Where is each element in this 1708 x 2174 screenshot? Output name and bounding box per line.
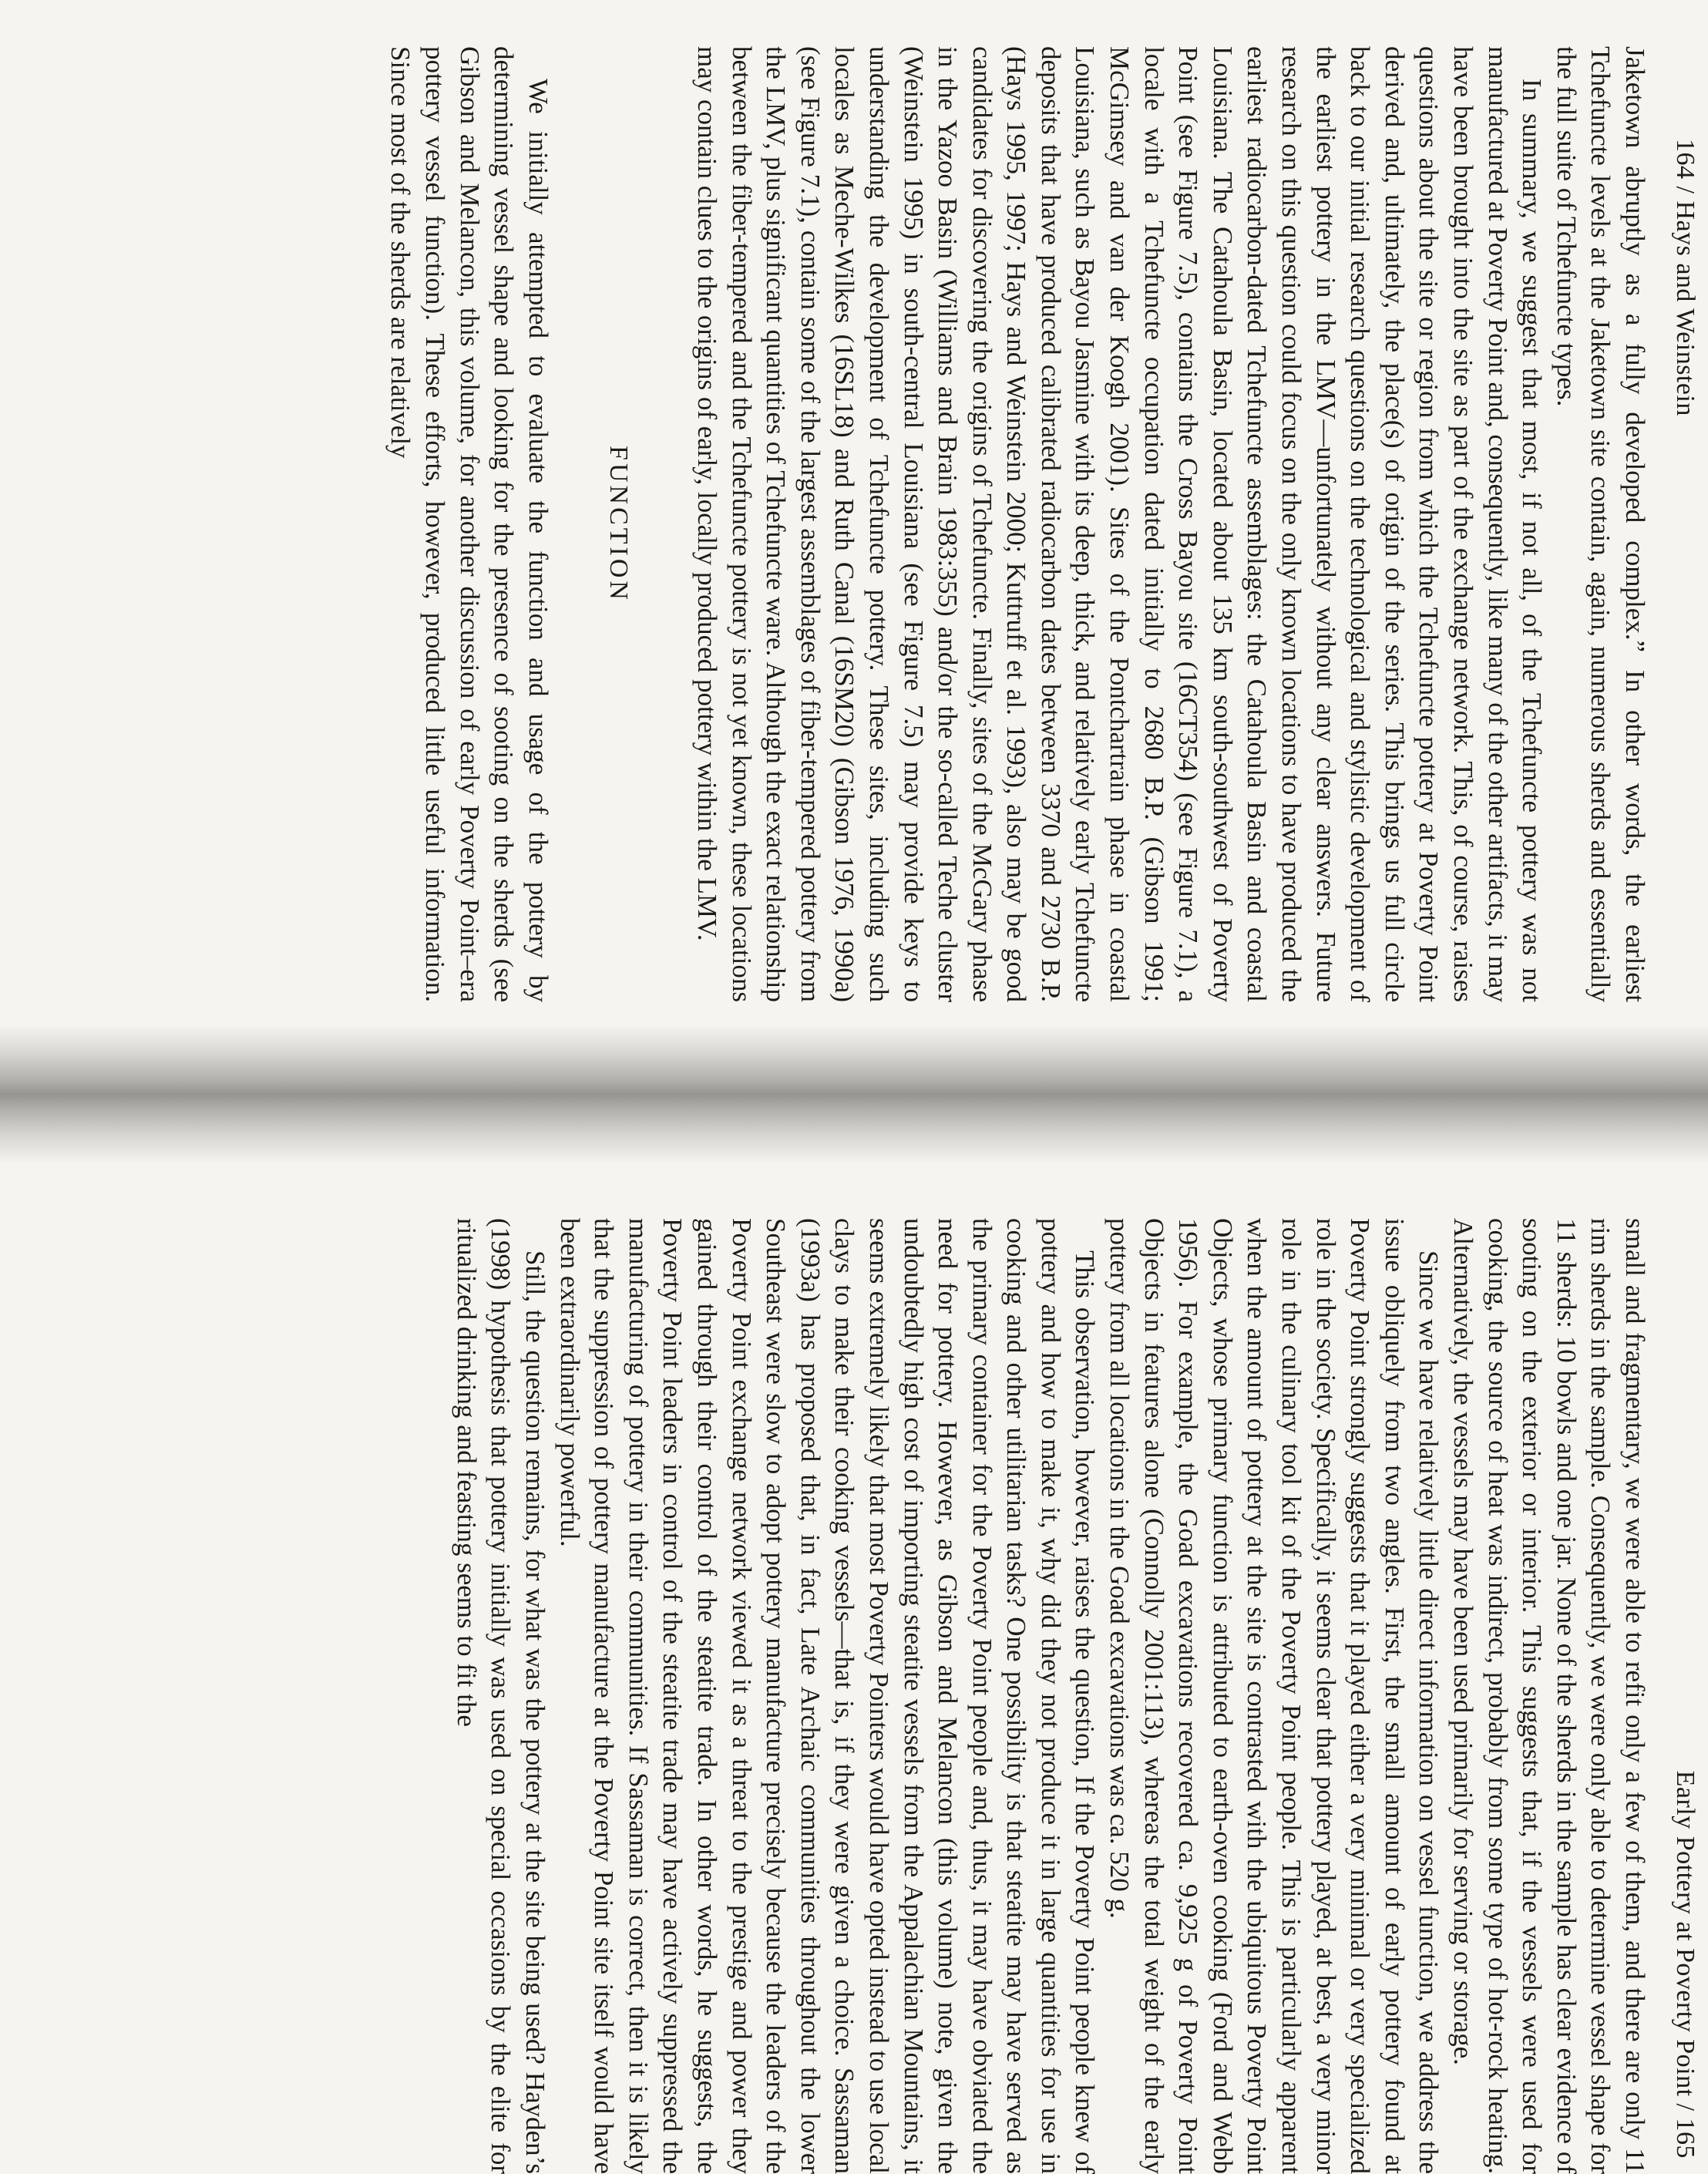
section-heading-function: FUNCTION <box>604 446 634 603</box>
right-paragraph-2: Since we have relatively little direct information on vessel function, we address the issue obliquely from two angles. First, the small amount of early pottery found at Poverty Point strongly suggests that it played either a very minimal or very specialized role in the society. Specifically, it seems clear that pottery played, at best, a very minor role in the culinary tool kit of the Poverty Point people. This is particularly apparent when the amount of pottery at the site is contrasted with the ubiquitous Poverty Point Objects, whose primary function is attributed to earth-oven cooking (Ford and Webb 1956). For example, the Goad excavations recovered ca. 9,925 g of Poverty Point Objects in features alone (Connolly 2001:113), whereas the total weight of the early pottery from all locations in the Goad excavations was ca. 520 g. <box>1104 1218 1444 2174</box>
right-paragraph-3: This observation, however, raises the question, If the Poverty Point people knew of pottery and how to make it, why did they not produce it in large quantities for use in cooking and other utilitarian tasks? One possibility is that steatite may have served as the primary container for the Poverty Point people and, thus, it may have obviated the need for pottery. However, as Gibson and Melancon (this volume) note, given the undoubtedly high cost of importing steatite vessels from the Appalachian Mountains, it seems extremely likely that most Poverty Pointers would have opted instead to use local clays to make their cooking vessels—that is, if they were given a choice. Sassaman (1993a) has proposed that, in fact, Late Archaic communities throughout the lower Southeast were slow to adopt pottery manufacture precisely because the leaders of the Poverty Point exchange network viewed it as a threat to the prestige and power they gained through their control of the steatite trade. In other words, he suggests, the Poverty Point leaders in control of the steatite trade may have actively suppressed the manufacturing of pottery in their communities. If Sassaman is correct, then it is likely that the suppression of pottery manufacture at the Poverty Point site itself would have been extraordinarily powerful. <box>554 1218 1101 2174</box>
right-page <box>235 1218 1700 2174</box>
right-page-body <box>449 1218 1652 2174</box>
right-running-head: Early Pottery at Poverty Point / 165 <box>1671 1770 1700 2159</box>
left-page-body <box>383 46 1652 1002</box>
left-paragraph-2: In summary, we suggest that most, if not all, of the Tchefuncte pottery was not manufactured at Poverty Point and, consequently, like many of the other artifacts, it may have been brought into the site as part of the exchange network. This, of course, raises questions about the site or region from which the Tchefuncte pottery at Poverty Point derived and, ultimately, the place(s) of origin of the series. This brings us full circle back to our initial research questions on the technological and stylistic development of the earliest pottery in the LMV—unfortunately without any clear answers. Future research on this question could focus on the only known locations to have produced the earliest radiocarbon-dated Tchefuncte assemblages: the Catahoula Basin and coastal Louisiana. The Catahoula Basin, located about 135 km south-southwest of Poverty Point (see Figure 7.5), contains the Cross Bayou site (16CT354) (see Figure 7.1), a locale with a Tchefuncte occupation dated initially to 2680 B.P. (Gibson 1991; McGimsey and van der Koogh 2001). Sites of the Pontchartrain phase in coastal Louisiana, such as Bayou Jasmine with its deep, thick, and relatively early Tchefuncte deposits that have produced calibrated radiocarbon dates between 3370 and 2730 B.P. (Hays 1995, 1997; Hays and Weinstein 2000; Kuttruff et al. 1993), also may be good candidates for discovering the origins of Tchefuncte. Finally, sites of the McGary phase in the Yazoo Basin (Williams and Brain 1983:355) and/or the so-called Teche cluster (Weinstein 1995) in south-central Louisiana (see Figure 7.5) may provide keys to understanding the development of Tchefuncte pottery. These sites, including such locales as Meche-Wilkes (16SL18) and Ruth Canal (16SM20) (Gibson 1976, 1990a) (see Figure 7.1), contain some of the largest assemblages of fiber-tempered pottery from the LMV, plus significant quantities of Tchefuncte ware. Although the exact relationship between the fiber-tempered and the Tchefuncte pottery is not yet known, these locations may contain clues to the origins of early, locally produced pottery within the LMV. <box>691 46 1548 1002</box>
left-paragraph-1: Jaketown abruptly as a fully developed complex.” In other words, the earliest Tchefuncte levels at the Jaketown site contain, again, numerous sherds and essentially the full suite of Tchefuncte types. <box>1551 46 1650 1002</box>
left-paragraph-3: We initially attempted to evaluate the function and usage of the pottery by determining vessel shape and looking for the presence of sooting on the sherds (see Gibson and Melancon, this volume, for another discussion of early Poverty Point–era pottery vessel function). These efforts, however, produced little useful information. Since most of the sherds are relatively <box>385 46 553 1002</box>
left-page <box>235 46 1700 1002</box>
book-gutter <box>0 1025 1708 1164</box>
right-paragraph-1: small and fragmentary, we were able to refit only a few of them, and there are only 11 rim sherds in the sample. Consequently, we were only able to determine vessel shape for 11 sherds: 10 bowls and one jar. None of the sherds in the sample has clear evidence of sooting on the exterior or interior. This suggests that, if the vessels were used for cooking, the source of heat was indirect, probably from some type of hot-rock heating. Alternatively, the vessels may have been used primarily for serving or storage. <box>1448 1218 1650 2174</box>
right-paragraph-4: Still, the question remains, for what was the pottery at the site being used? Hayden’s (1998) hypothesis that pottery initially was used on special occasions by the elite for ritualized drinking and feasting seems to fit the <box>451 1218 550 2174</box>
left-running-head: 164 / Hays and Weinstein <box>1671 139 1700 416</box>
